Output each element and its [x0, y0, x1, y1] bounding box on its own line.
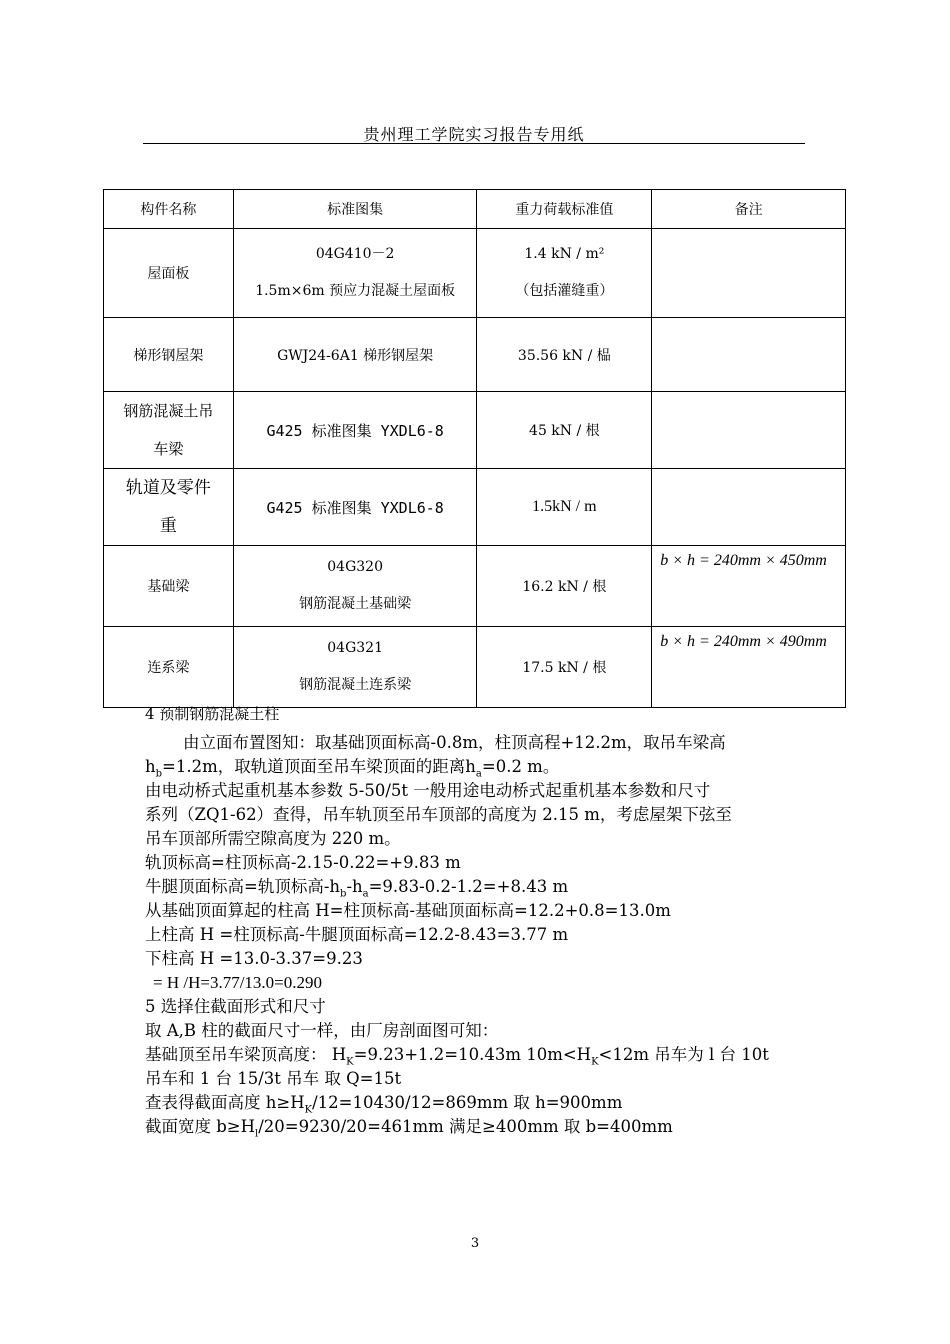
text-span: 牛腿顶面标高=轨顶标高-h — [145, 877, 341, 896]
paragraph-line: 由立面布置图知：取基础顶面标高-0.8m，柱顶高程+12.2m，取吊车梁高 — [183, 733, 726, 752]
cell-name: 连系梁 — [104, 627, 234, 708]
text-span: 截面宽度 b≥H — [145, 1117, 256, 1136]
name-line: 车梁 — [153, 440, 184, 458]
paragraph-line — [145, 1091, 825, 1115]
cell-name: 梯形钢屋架 — [104, 318, 234, 392]
col-header-load: 重力荷载标准值 — [477, 190, 652, 229]
load-note: （包括灌缝重） — [515, 283, 614, 299]
body-text — [145, 703, 825, 1139]
col-header-std: 标准图集 — [233, 190, 477, 229]
text-span: =9.83-0.2-1.2=+8.43 m — [368, 877, 569, 896]
paragraph-line: 吊车和 1 台 15/3t 吊车 取 Q=15t — [145, 1069, 402, 1088]
load-value: 1.4 kN / m² — [524, 246, 605, 262]
col-header-name: 构件名称 — [104, 190, 234, 229]
paragraph-line: 轨顶标高=柱顶标高-2.15-0.22=+9.83 m — [145, 853, 461, 872]
cell-name: 屋面板 — [104, 229, 234, 318]
text-span: 基础顶至吊车梁顶高度： H — [145, 1045, 347, 1064]
cell-remark: b × h = 240mm × 490mm — [652, 627, 846, 708]
cell-std — [233, 229, 477, 318]
col-header-remark: 备注 — [652, 190, 846, 229]
page-number: 3 — [470, 1236, 480, 1251]
table-row — [104, 229, 846, 318]
cell-load: 45 kN / 根 — [477, 392, 652, 469]
table-row — [104, 318, 846, 392]
table-header-row — [104, 190, 846, 229]
subscript: l — [255, 1128, 259, 1140]
subscript: a — [475, 768, 482, 780]
cell-remark — [652, 392, 846, 469]
paragraph-line — [145, 1043, 825, 1067]
paragraph-line: 下柱高 H =13.0-3.37=9.23 — [145, 949, 363, 968]
paragraph-line: 吊车顶部所需空隙高度为 220 m。 — [145, 829, 401, 848]
cell-std — [233, 546, 477, 627]
table-row — [104, 627, 846, 708]
cell-remark — [652, 318, 846, 392]
cell-load: 35.56 kN / 榀 — [477, 318, 652, 392]
text-span: /12=10430/12=869mm 取 h=900mm — [312, 1093, 623, 1112]
subscript: K — [591, 1056, 599, 1068]
formula-line: = H /H=3.77/13.0=0.290 — [153, 973, 323, 992]
std-desc: 1.5m×6m 预应力混凝土屋面板 — [255, 283, 456, 299]
cell-name — [104, 469, 234, 546]
subscript: b — [340, 888, 347, 900]
text-span: h — [465, 757, 476, 776]
paragraph-line: 上柱高 H =柱顶标高-牛腿顶面标高=12.2-8.43=3.77 m — [145, 925, 569, 944]
text-span: =1.2m，取轨道顶面至吊车梁顶面的距离 — [162, 757, 466, 776]
name-line: 轨道及零件 — [125, 478, 211, 498]
paragraph-line: 从基础顶面算起的柱高 H=柱顶标高-基础顶面标高=12.2+0.8=13.0m — [145, 901, 671, 920]
cell-load: 17.5 kN / 根 — [477, 627, 652, 708]
std-desc: 钢筋混凝土连系梁 — [299, 677, 412, 693]
section-heading: 5 选择住截面形式和尺寸 — [145, 997, 326, 1016]
cell-std: G425 标准图集 YXDL6-8 — [233, 392, 477, 469]
cell-std — [233, 627, 477, 708]
table-row — [104, 546, 846, 627]
cell-std: G425 标准图集 YXDL6-8 — [233, 469, 477, 546]
table-row — [104, 392, 846, 469]
text-span: <12m 吊车为 l 台 10t — [598, 1045, 769, 1064]
text-span: =9.23+1.2=10.43m 10m<H — [353, 1045, 592, 1064]
cell-name — [104, 392, 234, 469]
name-line: 重 — [159, 516, 177, 536]
page-header-title: 贵州理工学院实习报告专用纸 — [363, 125, 585, 144]
paragraph-line — [145, 875, 825, 899]
cell-load: 1.5kN / m — [477, 469, 652, 546]
header-divider — [143, 143, 805, 144]
std-code: 04G410－2 — [315, 246, 395, 262]
table-row — [104, 469, 846, 546]
std-code: 04G321 — [327, 640, 383, 656]
subscript: a — [362, 888, 369, 900]
load-table — [103, 189, 846, 708]
text-span: =0.2 m。 — [481, 757, 560, 776]
cell-load: 16.2 kN / 根 — [477, 546, 652, 627]
cell-name: 基础梁 — [104, 546, 234, 627]
paragraph-line: 系列（ZQ1-62）查得，吊车轨顶至吊车顶部的高度为 2.15 m，考虑屋架下弦至 — [145, 805, 732, 824]
subscript: K — [346, 1056, 354, 1068]
paragraph-line: 取 A,B 柱的截面尺寸一样，由厂房剖面图可知： — [145, 1021, 499, 1040]
paragraph-line — [145, 1115, 825, 1139]
paragraph-line: 由电动桥式起重机基本参数 5-50/5t 一般用途电动桥式起重机基本参数和尺寸 — [145, 781, 711, 800]
text-span: h — [145, 757, 156, 776]
text-span: -h — [346, 877, 363, 896]
cell-std: GWJ24-6A1 梯形钢屋架 — [233, 318, 477, 392]
cell-remark — [652, 229, 846, 318]
std-code: 04G320 — [327, 559, 383, 575]
text-span: /20=9230/20=461mm 满足≥400mm 取 b=400mm — [258, 1117, 673, 1136]
text-span: 查表得截面高度 h≥H — [145, 1093, 305, 1112]
paragraph-line — [145, 755, 825, 779]
cell-remark: b × h = 240mm × 450mm — [652, 546, 846, 627]
cell-load — [477, 229, 652, 318]
name-line: 钢筋混凝土吊 — [123, 402, 214, 420]
cell-remark — [652, 469, 846, 546]
subscript: K — [304, 1104, 313, 1116]
section-heading: 4 预制钢筋混凝土柱 — [145, 705, 280, 723]
std-desc: 钢筋混凝土基础梁 — [299, 596, 412, 612]
subscript: b — [155, 768, 163, 780]
